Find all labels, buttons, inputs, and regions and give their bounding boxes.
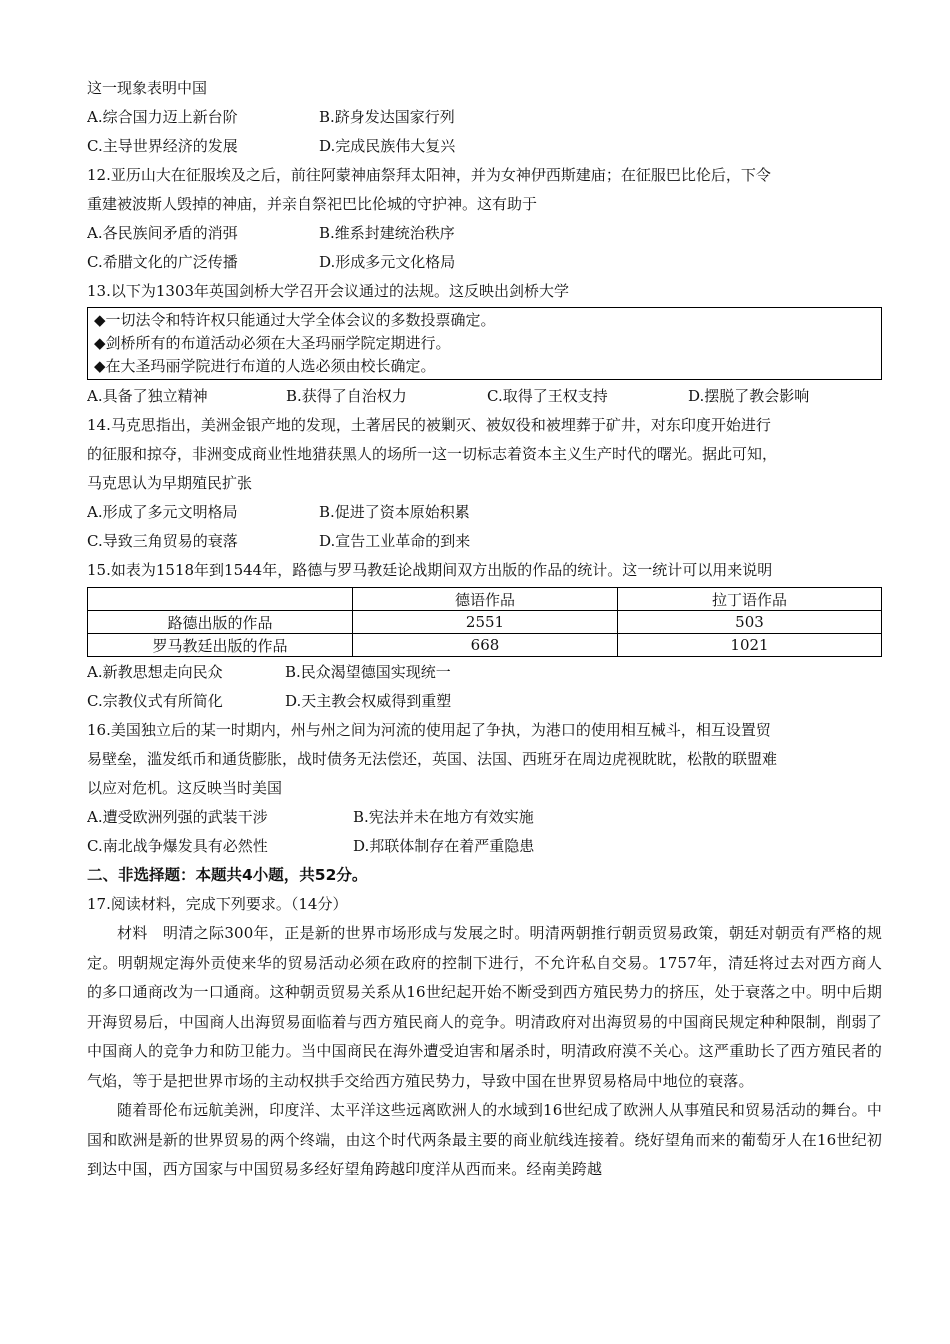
table-cell: 1021	[618, 634, 882, 657]
q14-options	[87, 498, 882, 527]
q14-options-2	[87, 527, 882, 556]
table-cell: 503	[618, 611, 882, 634]
q16-option-d: D.邦联体制存在着严重隐患	[353, 837, 535, 855]
q12-stem-line-1: 12.亚历山大在征服埃及之后，前往阿蒙神庙祭拜太阳神，并为女神伊西斯建庙；在征服巴比伦后，下令	[87, 166, 771, 184]
q13-rule-3: ◆在大圣玛丽学院进行布道的人选必须由校长确定。	[94, 357, 436, 375]
q14-option-b: B.促进了资本原始积累	[319, 503, 470, 521]
table-row	[88, 611, 882, 634]
q12-option-d: D.形成多元文化格局	[319, 253, 456, 271]
q16-stem-line-3: 以应对危机。这反映当时美国	[87, 779, 283, 797]
q15-option-d: D.天主教会权威得到重塑	[285, 692, 452, 710]
q14-stem-line-1: 14.马克思指出，美洲金银产地的发现，土著居民的被剿灭、被奴役和被埋葬于矿井，对东印度开始进行	[87, 416, 771, 434]
q11-options	[87, 103, 882, 132]
q13-option-b: B.获得了自治权力	[286, 387, 407, 405]
q16-option-a: A.遭受欧洲列强的武装干涉	[87, 808, 268, 826]
q16-stem-line-2: 易壁垒，滥发纸币和通货膨胀，战时债务无法偿还，英国、法国、西班牙在周边虎视眈眈，松散的联盟难	[87, 750, 778, 768]
q14-option-a: A.形成了多元文明格局	[87, 503, 238, 521]
table-header-cell: 拉丁语作品	[618, 588, 882, 611]
q16-options-2	[87, 832, 882, 861]
q12-options-2	[87, 248, 882, 277]
exam-page	[87, 74, 882, 1185]
q13-material-box	[87, 307, 882, 380]
q13-rule-2: ◆剑桥所有的布道活动必须在大圣玛丽学院定期进行。	[94, 334, 451, 352]
table-header-row	[88, 588, 882, 611]
q13-option-c: C.取得了王权支持	[487, 387, 608, 405]
q15-option-a: A.新教思想走向民众	[87, 663, 223, 681]
q15-option-c: C.宗教仪式有所简化	[87, 692, 223, 710]
q12-stem-line-2: 重建被波斯人毁掉的神庙，并亲自祭祀巴比伦城的守护神。这有助于	[87, 195, 538, 213]
q11-option-c: C.主导世界经济的发展	[87, 137, 238, 155]
table-cell: 路德出版的作品	[88, 611, 353, 634]
table-header-cell	[88, 588, 353, 611]
table-cell: 668	[353, 634, 618, 657]
q11-option-a: A.综合国力迈上新台阶	[87, 108, 238, 126]
q11-stem-tail: 这一现象表明中国	[87, 79, 208, 97]
q13-option-d: D.摆脱了教会影响	[688, 387, 810, 405]
q15-stem: 15.如表为1518年到1544年，路德与罗马教廷论战期间双方出版的作品的统计。这一统计可以用来说明	[87, 561, 773, 579]
q15-options	[87, 658, 882, 687]
q12-option-a: A.各民族间矛盾的消弭	[87, 224, 238, 242]
q16-options	[87, 803, 882, 832]
q14-stem-line-3: 马克思认为早期殖民扩张	[87, 474, 253, 492]
q15-table	[87, 587, 882, 657]
table-cell: 罗马教廷出版的作品	[88, 634, 353, 657]
q13-option-a: A.具备了独立精神	[87, 387, 208, 405]
q12-option-c: C.希腊文化的广泛传播	[87, 253, 238, 271]
q16-stem-line-1: 16.美国独立后的某一时期内，州与州之间为河流的使用起了争执，为港口的使用相互械斗，相互设置贸	[87, 721, 771, 739]
q13-rule-1: ◆一切法令和特许权只能通过大学全体会议的多数投票确定。	[94, 311, 496, 329]
q16-option-c: C.南北战争爆发具有必然性	[87, 837, 268, 855]
q14-option-d: D.宣告工业革命的到来	[319, 532, 471, 550]
q11-options-2	[87, 132, 882, 161]
q17-material-paragraph-1: 材料 明清之际300年，正是新的世界市场形成与发展之时。明清两朝推行朝贡贸易政策，朝廷对朝贡有严格的规定。明朝规定海外贡使来华的贸易活动必须在政府的控制下进行，不允许私自交易。1757年，清廷将过去对西方商人的多口通商改为一口通商。这种朝贡贸易关系从16世纪起开始不断受到西方殖民势力的挤压，处于衰落之中。明中后期开海贸易后，中国商人出海贸易面临着与西方殖民商人的竞争。明清政府对出海贸易的中国商民规定种种限制，削弱了中国商人的竞争力和防卫能力。当中国商民在海外遭受迫害和屠杀时，明清政府漠不关心。这严重助长了西方殖民者的气焰，等于是把世界市场的主动权拱手交给西方殖民势力，导致中国在世界贸易格局中地位的衰落。	[87, 924, 882, 1090]
section-2-title: 二、非选择题：本题共4小题，共52分。	[87, 866, 368, 884]
q13-options	[87, 382, 882, 411]
q15-option-b: B.民众渴望德国实现统一	[285, 663, 451, 681]
q16-option-b: B.宪法并未在地方有效实施	[353, 808, 534, 826]
q12-option-b: B.维系封建统治秩序	[319, 224, 455, 242]
table-cell: 2551	[353, 611, 618, 634]
q14-stem-line-2: 的征服和掠夺，非洲变成商业性地猎获黑人的场所一这一切标志着资本主义生产时代的曙光。据此可知，	[87, 445, 778, 463]
q11-option-d: D.完成民族伟大复兴	[319, 137, 456, 155]
q17-stem: 17.阅读材料，完成下列要求。（14分）	[87, 895, 348, 913]
q14-option-c: C.导致三角贸易的衰落	[87, 532, 238, 550]
table-header-cell: 德语作品	[353, 588, 618, 611]
q15-options-2	[87, 687, 882, 716]
q13-stem: 13.以下为1303年英国剑桥大学召开会议通过的法规。这反映出剑桥大学	[87, 282, 570, 300]
table-row	[88, 634, 882, 657]
q12-options	[87, 219, 882, 248]
q11-option-b: B.跻身发达国家行列	[319, 108, 455, 126]
q17-material-paragraph-2: 随着哥伦布远航美洲，印度洋、太平洋这些远离欧洲人的水域到16世纪成了欧洲人从事殖民和贸易活动的舞台。中国和欧洲是新的世界贸易的两个终端，由这个时代两条最主要的商业航线连接着。绕好望角而来的葡萄牙人在16世纪初到达中国，西方国家与中国贸易多经好望角跨越印度洋从西而来。经南美跨越	[87, 1101, 882, 1178]
